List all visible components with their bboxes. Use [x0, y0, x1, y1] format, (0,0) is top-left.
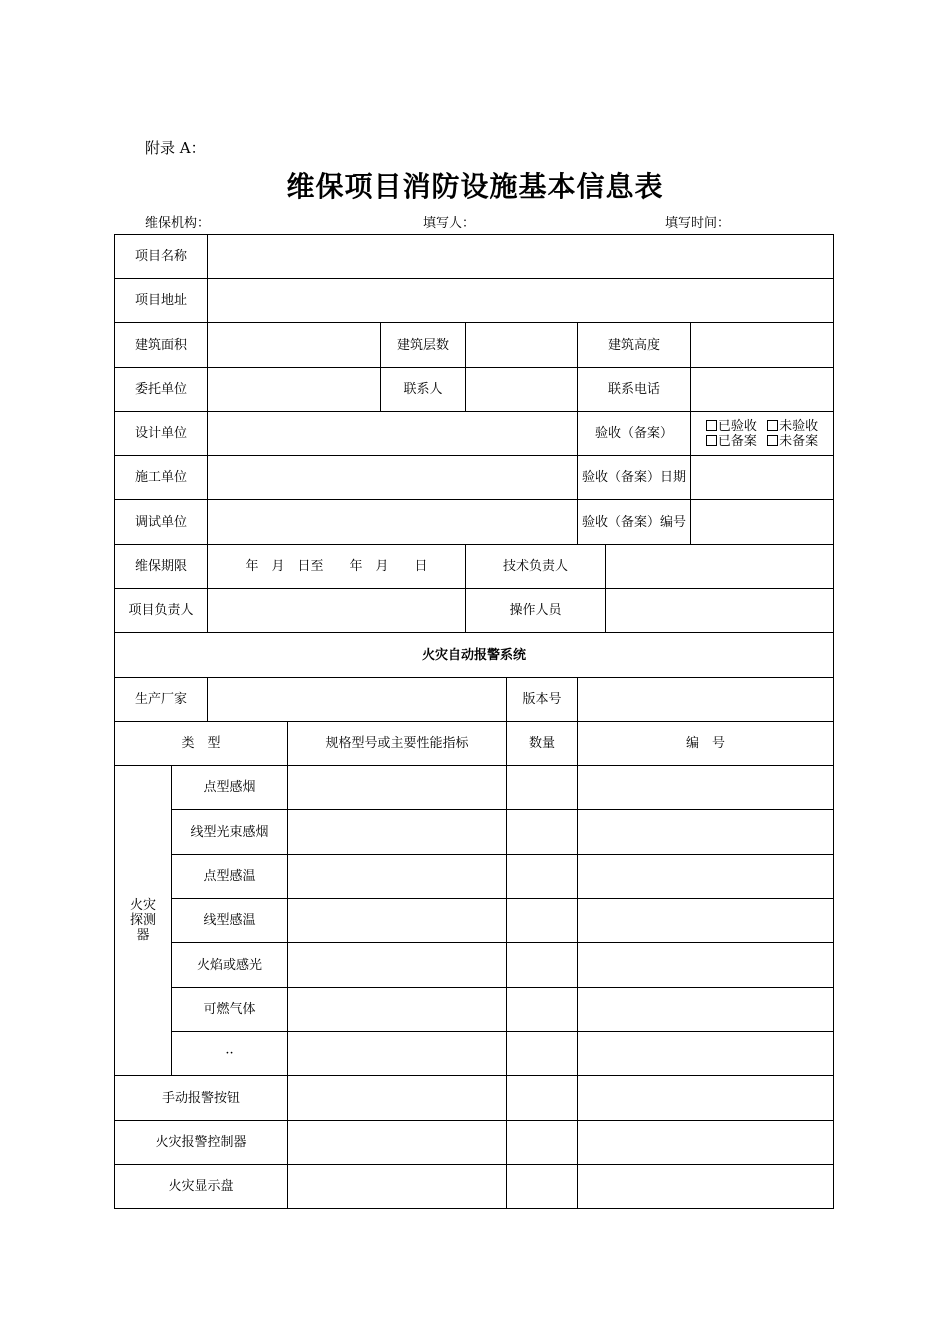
device-type: 火灾显示盘 [115, 1165, 288, 1209]
number-field[interactable] [578, 810, 834, 855]
spec-field[interactable] [288, 1032, 507, 1076]
design-unit-field[interactable] [208, 412, 578, 456]
table-row [115, 855, 834, 899]
quantity-field[interactable] [507, 1165, 578, 1209]
info-form-table [114, 234, 834, 1209]
number-field[interactable] [578, 1121, 834, 1165]
quantity-field[interactable] [507, 1076, 578, 1121]
spec-field[interactable] [288, 766, 507, 810]
detector-type: 线型感温 [172, 899, 288, 943]
detector-type: 点型感烟 [172, 766, 288, 810]
contact-phone-field[interactable] [691, 368, 834, 412]
not-filed-option-label: 未备案 [779, 433, 819, 449]
table-row [115, 1165, 834, 1209]
number-field[interactable] [578, 1165, 834, 1209]
number-field[interactable] [578, 1032, 834, 1076]
spec-field[interactable] [288, 1121, 507, 1165]
acceptance-date-field[interactable] [691, 456, 834, 500]
detector-type: ·· [172, 1032, 288, 1076]
type-column-header: 类 型 [115, 722, 288, 766]
detector-type: 点型感温 [172, 855, 288, 899]
detector-type: 可燃气体 [172, 988, 288, 1032]
fill-time-label: 填写时间： [665, 216, 731, 231]
maintenance-period-field[interactable]: 年 月 日至 年 月 日 [208, 545, 466, 589]
filed-option-label: 已备案 [717, 433, 757, 449]
not-accepted-checkbox[interactable] [767, 420, 778, 431]
quantity-field[interactable] [507, 855, 578, 899]
building-height-label: 建筑高度 [578, 323, 691, 368]
not-filed-checkbox[interactable] [767, 435, 778, 446]
number-field[interactable] [578, 855, 834, 899]
number-field[interactable] [578, 899, 834, 943]
building-floors-label: 建筑层数 [381, 323, 466, 368]
table-row [115, 899, 834, 943]
acceptance-number-label: 验收（备案）编号 [578, 500, 691, 545]
table-row [115, 766, 834, 810]
building-floors-field[interactable] [466, 323, 578, 368]
appendix-label: 附录 A： [145, 139, 206, 157]
device-type: 火灾报警控制器 [115, 1121, 288, 1165]
operator-label: 操作人员 [466, 589, 606, 633]
project-address-label: 项目地址 [115, 279, 208, 323]
project-name-label: 项目名称 [115, 235, 208, 279]
version-field[interactable] [578, 678, 834, 722]
table-row [115, 1032, 834, 1076]
acceptance-label: 验收（备案） [578, 412, 691, 456]
table-row [115, 1121, 834, 1165]
client-unit-label: 委托单位 [115, 368, 208, 412]
number-field[interactable] [578, 988, 834, 1032]
number-field[interactable] [578, 943, 834, 988]
number-field[interactable] [578, 766, 834, 810]
number-field[interactable] [578, 1076, 834, 1121]
fire-alarm-section-title: 火灾自动报警系统 [115, 633, 834, 678]
quantity-field[interactable] [507, 1121, 578, 1165]
project-lead-field[interactable] [208, 589, 466, 633]
construction-unit-field[interactable] [208, 456, 578, 500]
spec-field[interactable] [288, 1165, 507, 1209]
construction-unit-label: 施工单位 [115, 456, 208, 500]
filed-checkbox[interactable] [706, 435, 717, 446]
page-title: 维保项目消防设施基本信息表 [286, 170, 664, 203]
detector-type: 线型光束感烟 [172, 810, 288, 855]
quantity-field[interactable] [507, 943, 578, 988]
accepted-option-label: 已验收 [717, 418, 757, 434]
quantity-column-header: 数量 [507, 722, 578, 766]
detector-group-label: 火灾探测器 [115, 766, 172, 1076]
contact-field[interactable] [466, 368, 578, 412]
not-accepted-option-label: 未验收 [779, 418, 819, 434]
project-name-field[interactable] [208, 235, 834, 279]
commissioning-unit-label: 调试单位 [115, 500, 208, 545]
quantity-field[interactable] [507, 1032, 578, 1076]
number-column-header: 编 号 [578, 722, 834, 766]
acceptance-options [691, 412, 834, 456]
building-area-field[interactable] [208, 323, 381, 368]
maintenance-org-label: 维保机构： [145, 216, 211, 231]
design-unit-label: 设计单位 [115, 412, 208, 456]
spec-field[interactable] [288, 899, 507, 943]
table-row [115, 1076, 834, 1121]
building-height-field[interactable] [691, 323, 834, 368]
tech-lead-field[interactable] [606, 545, 834, 589]
commissioning-unit-field[interactable] [208, 500, 578, 545]
detector-type: 火焰或感光 [172, 943, 288, 988]
maintenance-period-label: 维保期限 [115, 545, 208, 589]
version-label: 版本号 [507, 678, 578, 722]
spec-field[interactable] [288, 855, 507, 899]
contact-phone-label: 联系电话 [578, 368, 691, 412]
device-type: 手动报警按钮 [115, 1076, 288, 1121]
tech-lead-label: 技术负责人 [466, 545, 606, 589]
acceptance-date-label: 验收（备案）日期 [578, 456, 691, 500]
spec-column-header: 规格型号或主要性能指标 [288, 722, 507, 766]
spec-field[interactable] [288, 988, 507, 1032]
spec-field[interactable] [288, 1076, 507, 1121]
project-address-field[interactable] [208, 279, 834, 323]
operator-field[interactable] [606, 589, 834, 633]
spec-field[interactable] [288, 810, 507, 855]
accepted-checkbox[interactable] [706, 420, 717, 431]
quantity-field[interactable] [507, 988, 578, 1032]
contact-label: 联系人 [381, 368, 466, 412]
table-row [115, 810, 834, 855]
client-unit-field[interactable] [208, 368, 381, 412]
table-row [115, 988, 834, 1032]
manufacturer-field[interactable] [208, 678, 507, 722]
filler-label: 填写人： [423, 216, 476, 231]
project-lead-label: 项目负责人 [115, 589, 208, 633]
quantity-field[interactable] [507, 810, 578, 855]
manufacturer-label: 生产厂家 [115, 678, 208, 722]
spec-field[interactable] [288, 943, 507, 988]
table-row [115, 943, 834, 988]
quantity-field[interactable] [507, 899, 578, 943]
quantity-field[interactable] [507, 766, 578, 810]
acceptance-number-field[interactable] [691, 500, 834, 545]
building-area-label: 建筑面积 [115, 323, 208, 368]
